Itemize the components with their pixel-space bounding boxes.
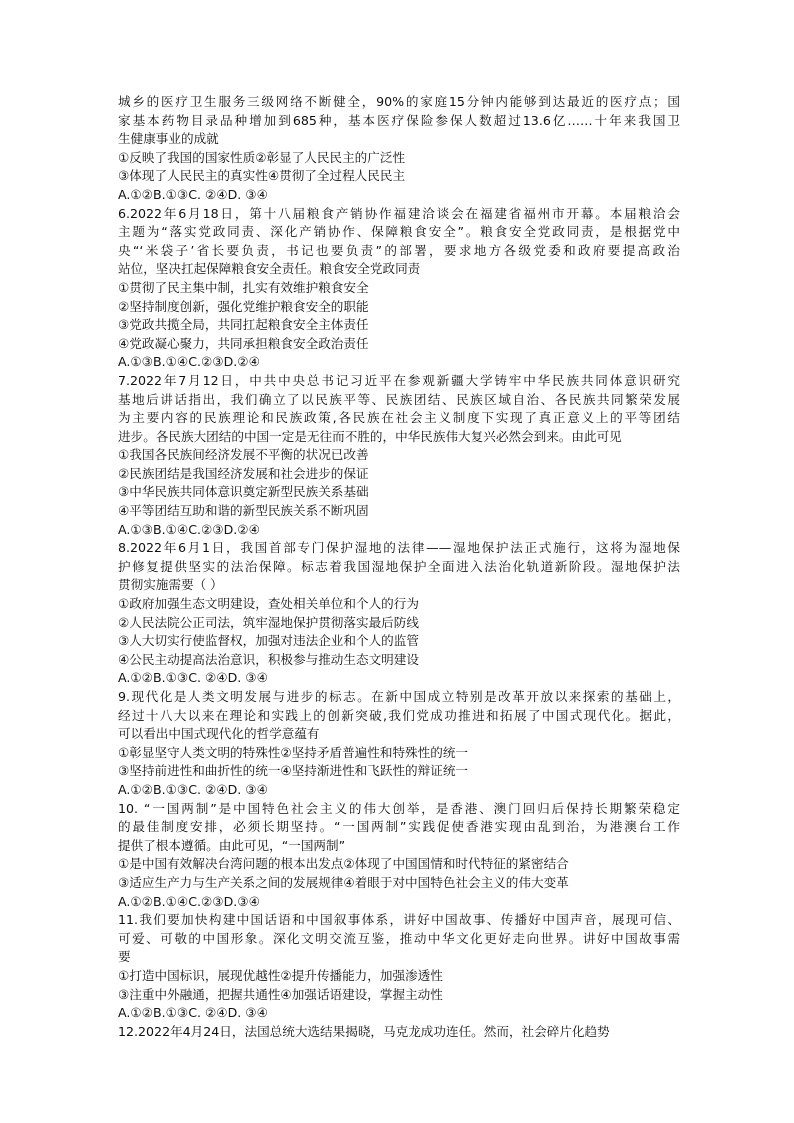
stem-line: 主题为“落实党政同责、深化产销协作、保障粮食安全”。粮食安全党政同责，是根据党中 (118, 224, 680, 240)
option-line: ③中华民族共同体意识奠定新型民族关系基础 (118, 484, 369, 500)
option-line: ④党政凝心聚力，共同承担粮食安全政治责任 (118, 335, 369, 351)
option-line: ②民族团结是我国经济发展和社会进步的保证 (118, 465, 369, 481)
question-stem (118, 205, 680, 279)
stem-line: 站位，坚决扛起保障粮食安全责任。粮食安全党政同责 (118, 261, 421, 277)
option-line: ②坚持制度创新，强化党维护粮食安全的职能 (118, 298, 369, 314)
question-6 (118, 205, 680, 372)
option-line: ③坚持前进性和曲折性的统一④坚持渐进性和飞跃性的辩证统一 (118, 763, 469, 779)
stem-line: 城乡的医疗卫生服务三级网络不断健全，90%的家庭15分钟内能够到达最近的医疗点；国 (118, 94, 680, 109)
question-stem (118, 372, 680, 446)
stem-line: 基地后讲话指出，我们确立了以民族平等、民族团结、民族区域自治、各民族共同繁荣发展 (118, 391, 680, 407)
question-9 (118, 688, 680, 800)
question-10 (118, 800, 680, 912)
option-line: ①政府加强生态文明建设，查处相关单位和个人的行为 (118, 596, 419, 612)
stem-line: 央“‘米袋子’省长要负责，书记也要负责”的部署，要求地方各级党委和政府要提高政治 (118, 242, 680, 258)
stem-line: 12.2022年4月24日，法国总统大选结果揭晓，马克龙成功连任。然而，社会碎片化趋势 (118, 1023, 610, 1039)
answer-choices: A.①②B.①③C. ②④D. ③④ (118, 186, 268, 202)
option-line: ③体现了人民民主的真实性④贯彻了全过程人民民主 (118, 168, 406, 184)
option-line: ④平等团结互助和谐的新型民族关系不断巩固 (118, 503, 369, 519)
stem-line: 护修复提供坚实的法治保障。标志着我国湿地保护全面进入法治化轨道新阶段。湿地保护法 (118, 558, 680, 574)
option-line: ②人民法院公正司法，筑牢湿地保护贯彻落实最后防线 (118, 614, 419, 630)
question-8 (118, 539, 680, 688)
option-line: ①打造中国标识，展现优越性②提升传播能力，加强渗透性 (118, 967, 443, 983)
question-12 (118, 1023, 680, 1042)
answer-choices: A.①②B.①④C.②③D.③④ (118, 893, 260, 909)
stem-line: 7.2022年7月12日，中共中央总书记习近平在参观新疆大学铸牢中华民族共同体意识研究 (118, 372, 680, 388)
option-line: ①反映了我国的国家性质②彰显了人民民主的广泛性 (118, 149, 406, 165)
question-5-continued (118, 93, 680, 205)
stem-line: 可以看出中国式现代化的哲学意蕴有 (118, 726, 320, 742)
stem-line: 可爱、可敬的中国形象。深化文明交流互鉴，推动中华文化更好走向世界。讲好中国故事需 (118, 930, 680, 946)
stem-line: 8.2022年6月1日，我国首部专门保护湿地的法律——湿地保护法正式施行，这将为湿地保 (118, 540, 680, 556)
question-stem (118, 800, 680, 856)
option-line: ①是中国有效解决台湾问题的根本出发点②体现了中国国情和时代特征的紧密结合 (118, 856, 569, 872)
question-stem (118, 911, 680, 967)
option-line: ①我国各民族间经济发展不平衡的状况已改善 (118, 447, 369, 463)
question-7 (118, 372, 680, 539)
stem-line: 进步。各民族大团结的中国一定是无往而不胜的，中华民族伟大复兴必然会到来。由此可见 (118, 428, 622, 444)
stem-line: 为主要内容的民族理论和民族政策,各民族在社会主义制度下实现了真正意义上的平等团结 (118, 410, 680, 426)
stem-line: 提供了根本遵循。由此可见，“一国两制” (118, 837, 346, 853)
stem-line: 10. “一国两制”是中国特色社会主义的伟大创举，是香港、澳门回归后保持长期繁荣稳定 (118, 800, 680, 816)
option-line: ③注重中外融通，把握共通性④加强话语建设，掌握主动性 (118, 986, 443, 1002)
question-stem (118, 688, 680, 744)
stem-line: 经过十八大以来在理论和实践上的创新突破,我们党成功推进和拓展了中国式现代化。据此， (118, 707, 680, 723)
answer-choices: A.①③B.①④C.②③D.②④ (118, 354, 260, 370)
option-line: ④公民主动提高法治意识，积极参与推动生态文明建设 (118, 651, 419, 667)
answer-choices: A.①②B.①③C. ②④D. ③④ (118, 670, 268, 686)
question-stem (118, 93, 680, 149)
question-11 (118, 911, 680, 1023)
stem-line: 要 (118, 949, 131, 965)
option-line: ③党政共揽全局，共同扛起粮食安全主体责任 (118, 317, 369, 333)
option-line: ③适应生产力与生产关系之间的发展规律④着眼于对中国特色社会主义的伟大变革 (118, 874, 569, 890)
stem-line: 6.2022年6月18日，第十八届粮食产销协作福建洽谈会在福建省福州市开幕。本届粮洽会 (118, 205, 680, 221)
stem-line: 的最佳制度安排，必须长期坚持。“一国两制”实践促使香港实现由乱到治，为港澳台工作 (118, 819, 680, 835)
stem-line: 贯彻实施需要（ ） (118, 577, 223, 593)
answer-choices: A.①②B.①③C. ②④D. ③④ (118, 781, 268, 797)
answer-choices: A.①②B.①③C. ②④D. ③④ (118, 1005, 268, 1021)
stem-line: 家基本药物目录品种增加到685种，基本医疗保险参保人数超过13.6亿……十年来我国卫 (118, 112, 680, 128)
stem-line: 11.我们要加快构建中国话语和中国叙事体系，讲好中国故事、传播好中国声音，展现可信、 (118, 912, 680, 928)
stem-line: 生健康事业的成就 (118, 131, 219, 147)
question-stem (118, 539, 680, 595)
option-line: ①彰显坚守人类文明的特殊性②坚持矛盾普遍性和特殊性的统一 (118, 744, 469, 760)
stem-line: 9.现代化是人类文明发展与进步的标志。在新中国成立特别是改革开放以来探索的基础上， (118, 689, 680, 704)
option-line: ③人大切实行使监督权，加强对违法企业和个人的监管 (118, 633, 419, 649)
answer-choices: A.①③B.①④C.②③D.②④ (118, 521, 260, 537)
option-line: ①贯彻了民主集中制，扎实有效维护粮食安全 (118, 279, 369, 295)
exam-page (118, 93, 680, 1041)
question-stem (118, 1023, 680, 1042)
